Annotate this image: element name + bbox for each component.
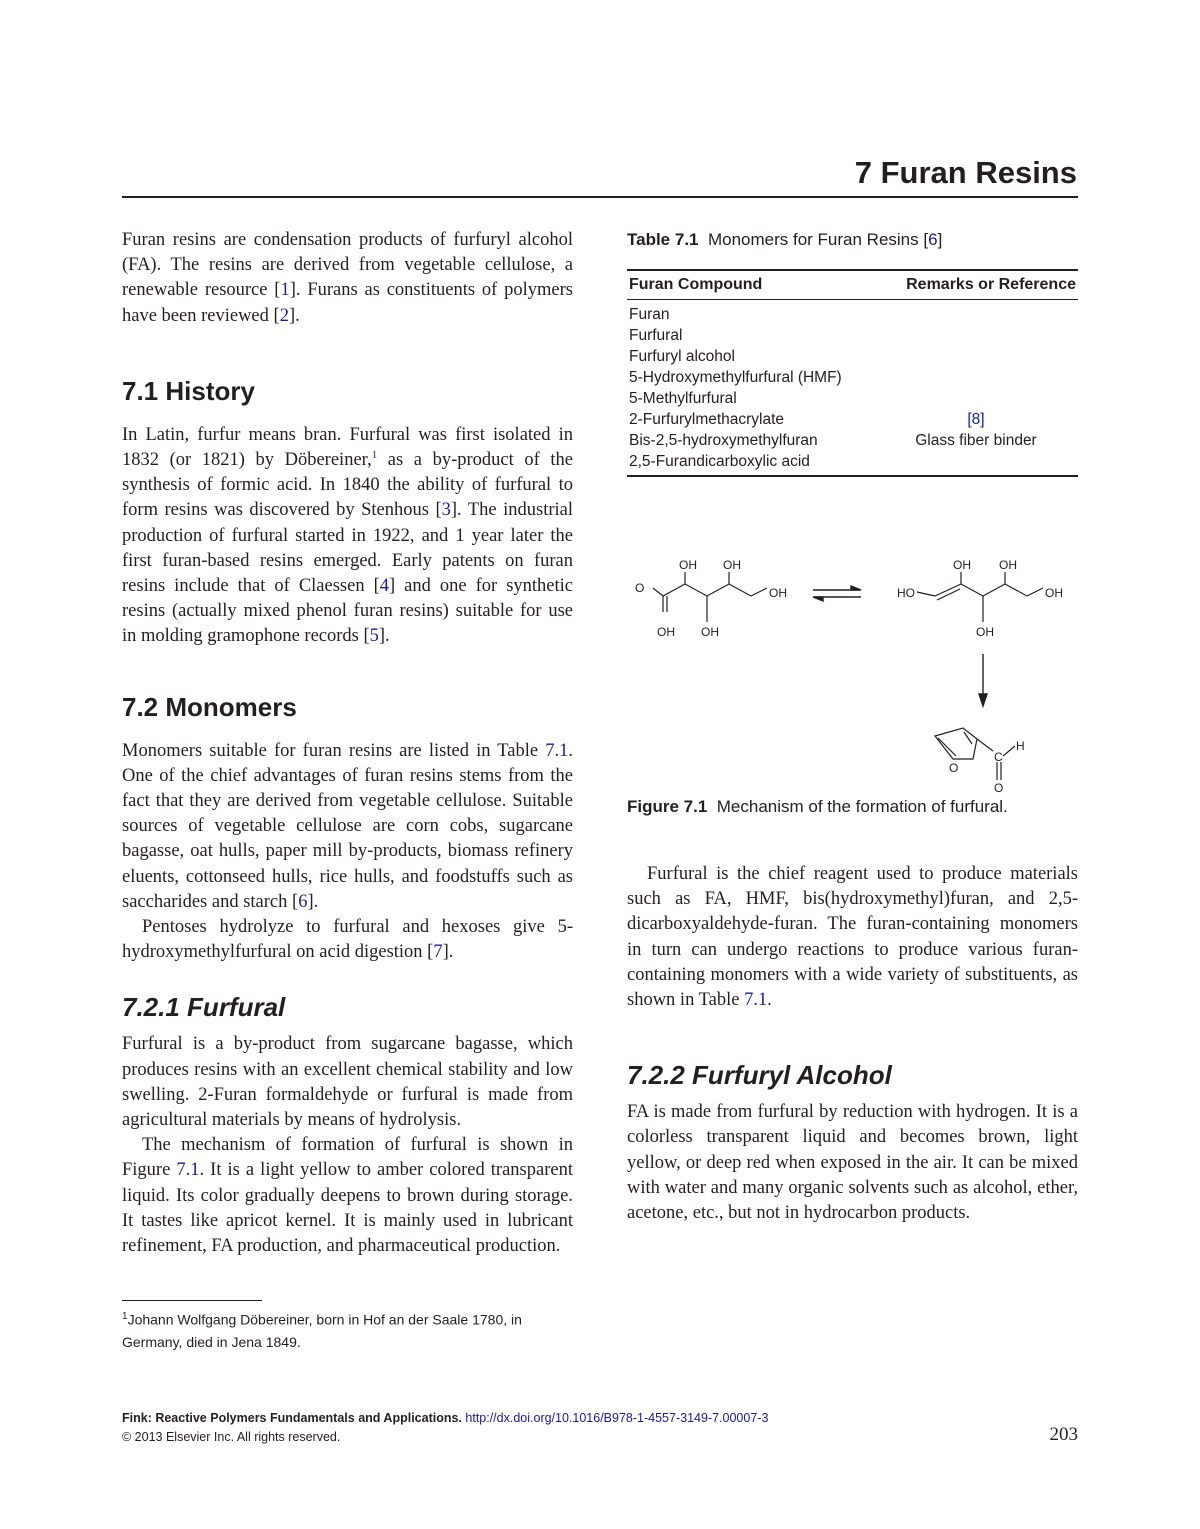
remark-cell bbox=[874, 367, 1078, 388]
pentose-acid-structure bbox=[653, 572, 767, 622]
title-rule bbox=[122, 196, 1078, 198]
column-header-remarks: Remarks or Reference bbox=[906, 276, 1076, 293]
footnote bbox=[122, 1306, 573, 1353]
section-heading-history: 7.1 History bbox=[122, 375, 255, 406]
aldehyde-c-label: C bbox=[994, 750, 1003, 764]
carbonyl-o-label: O bbox=[635, 581, 645, 595]
monomers-paragraph: Monomers suitable for furan resins are listed in Table 7.1. One of the chief advantages of furan resins stems from the fact that they are derived from vegetable cellulose. Suitable sources of vegetable cellulose are corn cobs, sugarcane bagasse, oat hulls, paper mill by-products, biomass refinery eluents, cottonseed hulls, rice hulls, and foodstuffs such as saccharides and starch [6]. bbox=[122, 740, 573, 912]
compound-cell: Bis-2,5-hydroxymethylfuran bbox=[629, 432, 818, 449]
table-bottom-rule bbox=[627, 475, 1078, 477]
remark-cell-ref-8-link[interactable]: [8] bbox=[967, 411, 985, 428]
acid-oh-label: OH bbox=[657, 625, 675, 639]
footnote-text: Johann Wolfgang Döbereiner, born in Hof an der Saale 1780, in Germany, died in Jena 1849. bbox=[122, 1311, 522, 1350]
left-column bbox=[122, 228, 573, 1259]
subsection-heading-furfuryl-alcohol: 7.2.2 Furfuryl Alcohol bbox=[627, 1060, 892, 1091]
ref-1-link[interactable]: 1 bbox=[280, 280, 290, 301]
footnote-rule bbox=[122, 1300, 262, 1301]
figure-caption: Figure 7.1 Mechanism of the formation of furfural. bbox=[627, 797, 1008, 816]
table-row bbox=[627, 346, 1078, 367]
compound-cell: Furfuryl alcohol bbox=[629, 348, 735, 365]
oh-label: OH bbox=[701, 625, 719, 639]
compound-cell: 5-Hydroxymethylfurfural (HMF) bbox=[629, 369, 842, 386]
ring-o-label: O bbox=[949, 761, 959, 775]
oh-label: OH bbox=[723, 558, 741, 572]
table-row bbox=[627, 451, 1078, 472]
pentoses-paragraph: Pentoses hydrolyze to furfural and hexoses give 5-hydroxymethylfurfural on acid digestion [7]. bbox=[122, 917, 573, 963]
remark-cell bbox=[874, 304, 1078, 325]
table-row bbox=[627, 325, 1078, 346]
furfuryl-alcohol-paragraph: FA is made from furfural by reduction with hydrogen. It is a colorless transparent liquid and becomes brown, light yellow, or deep red when exposed in the air. It can be mixed with water and many organic solvents such as alcohol, ether, acetone, etc., but not in hydrocarbon products. bbox=[627, 1102, 1078, 1224]
compound-cell: 2,5-Furandicarboxylic acid bbox=[629, 453, 810, 470]
monomer-table bbox=[627, 304, 1078, 472]
furfural-mechanism-scheme bbox=[627, 548, 1078, 793]
oh-label: OH bbox=[679, 558, 697, 572]
table-caption: Table 7.1 Monomers for Furan Resins [6] bbox=[627, 230, 943, 249]
right-column bbox=[627, 862, 1078, 1226]
down-arrow-icon bbox=[979, 654, 987, 706]
subsection-heading-furfural: 7.2.1 Furfural bbox=[122, 992, 286, 1023]
table-header-row bbox=[627, 271, 1078, 297]
remark-cell bbox=[874, 451, 1078, 472]
table-caption-ref-link[interactable]: 6 bbox=[928, 230, 938, 249]
table-row bbox=[627, 367, 1078, 388]
table-7-1-link[interactable]: 7.1 bbox=[744, 990, 768, 1011]
section-heading-monomers: 7.2 Monomers bbox=[122, 691, 297, 722]
table-row bbox=[627, 304, 1078, 325]
column-header-compound: Furan Compound bbox=[629, 276, 763, 293]
ref-6-link[interactable]: 6 bbox=[298, 891, 308, 912]
remark-cell bbox=[874, 325, 1078, 346]
compound-cell: 5-Methylfurfural bbox=[629, 390, 737, 407]
oh-label: OH bbox=[976, 625, 994, 639]
enol-ho-label: HO bbox=[897, 586, 915, 600]
remark-cell: Glass fiber binder bbox=[915, 432, 1037, 449]
page-footer bbox=[122, 1409, 768, 1447]
oh-label: OH bbox=[953, 558, 971, 572]
footnote-1-link[interactable]: 1 bbox=[371, 448, 378, 461]
compound-cell: Furfural bbox=[629, 327, 683, 344]
chapter-title: 7 Furan Resins bbox=[854, 155, 1077, 190]
furfural-paragraph-2: The mechanism of formation of furfural is shown in Figure 7.1. It is a light yellow to amber colored transparent liquid. Its color gradually deepens to brown during storage. It tastes like apricot kernel. It is mainly used in lubricant refinement, FA production, and pharmaceutical production. bbox=[122, 1135, 573, 1257]
aldehyde-h-label: H bbox=[1016, 739, 1025, 753]
ref-2-link[interactable]: 2 bbox=[279, 305, 289, 326]
ref-5-link[interactable]: 5 bbox=[369, 626, 379, 647]
remark-cell bbox=[874, 388, 1078, 409]
table-7-1-link[interactable]: 7.1 bbox=[545, 740, 569, 761]
table-row bbox=[627, 409, 1078, 430]
table-row bbox=[627, 388, 1078, 409]
ref-7-link[interactable]: 7 bbox=[433, 942, 443, 963]
enediol-structure bbox=[917, 572, 1043, 622]
footnote-mark: 1 bbox=[122, 1311, 128, 1322]
aldehyde-o-label: O bbox=[994, 781, 1004, 793]
equilibrium-arrows-icon bbox=[813, 586, 861, 601]
ref-4-link[interactable]: 4 bbox=[379, 576, 389, 597]
ref-3-link[interactable]: 3 bbox=[441, 500, 451, 521]
figure-7-1-link[interactable]: 7.1 bbox=[176, 1160, 200, 1181]
terminal-oh-label: OH bbox=[769, 586, 787, 600]
furfural-paragraph-3: Furfural is the chief reagent used to produce materials such as FA, HMF, bis(hydroxymethyl)furan, and 2,5-dicarboxyaldehyde-furan. The furan-containing monomers in turn can undergo reactions to produce various furan-containing monomers with a wide variety of substituents, as shown in Table 7.1. bbox=[627, 864, 1078, 1011]
table-header-rule bbox=[627, 299, 1078, 300]
furfural-paragraph-1: Furfural is a by-product from sugarcane bagasse, which produces resins with an excellent chemical stability and low swelling. 2-Furan formaldehyde or furfural is made from agricultural materials by means of hydrolysis. bbox=[122, 1034, 573, 1131]
copyright: © 2013 Elsevier Inc. All rights reserved. bbox=[122, 1430, 341, 1444]
furfural-structure bbox=[935, 728, 1015, 780]
oh-label: OH bbox=[999, 558, 1017, 572]
compound-cell: Furan bbox=[629, 306, 670, 323]
history-paragraph: In Latin, furfur means bran. Furfural was first isolated in 1832 (or 1821) by Döbereiner,$^1$ as a by-product of the synthesis of formic acid. In 1840 the ability of furfural to form resins was discovered by Stenhous [3]. The industrial production of furfural started in 1922, and 1 year later the first furan-based resins emerged. Early patents on furan resins include that of Claessen [4] and one for synthetic resins (actually mixed phenol furan resins) suitable for use in molding gramophone records [5]. bbox=[122, 424, 573, 647]
remark-cell bbox=[874, 346, 1078, 367]
doi-link[interactable]: http://dx.doi.org/10.1016/B978-1-4557-3149-7.00007-3 bbox=[465, 1411, 769, 1425]
terminal-oh-label: OH bbox=[1045, 586, 1063, 600]
table-row bbox=[627, 430, 1078, 451]
page-number: 203 bbox=[1049, 1424, 1078, 1445]
compound-cell: 2-Furfurylmethacrylate bbox=[629, 411, 785, 428]
book-citation: Fink: Reactive Polymers Fundamentals and Applications. bbox=[122, 1411, 462, 1425]
table-7-1 bbox=[627, 228, 1078, 477]
intro-paragraph: Furan resins are condensation products of furfuryl alcohol (FA). The resins are derived from vegetable cellulose, a renewable resource [1]. Furans as constituents of polymers have been reviewed [2]. bbox=[122, 230, 574, 326]
